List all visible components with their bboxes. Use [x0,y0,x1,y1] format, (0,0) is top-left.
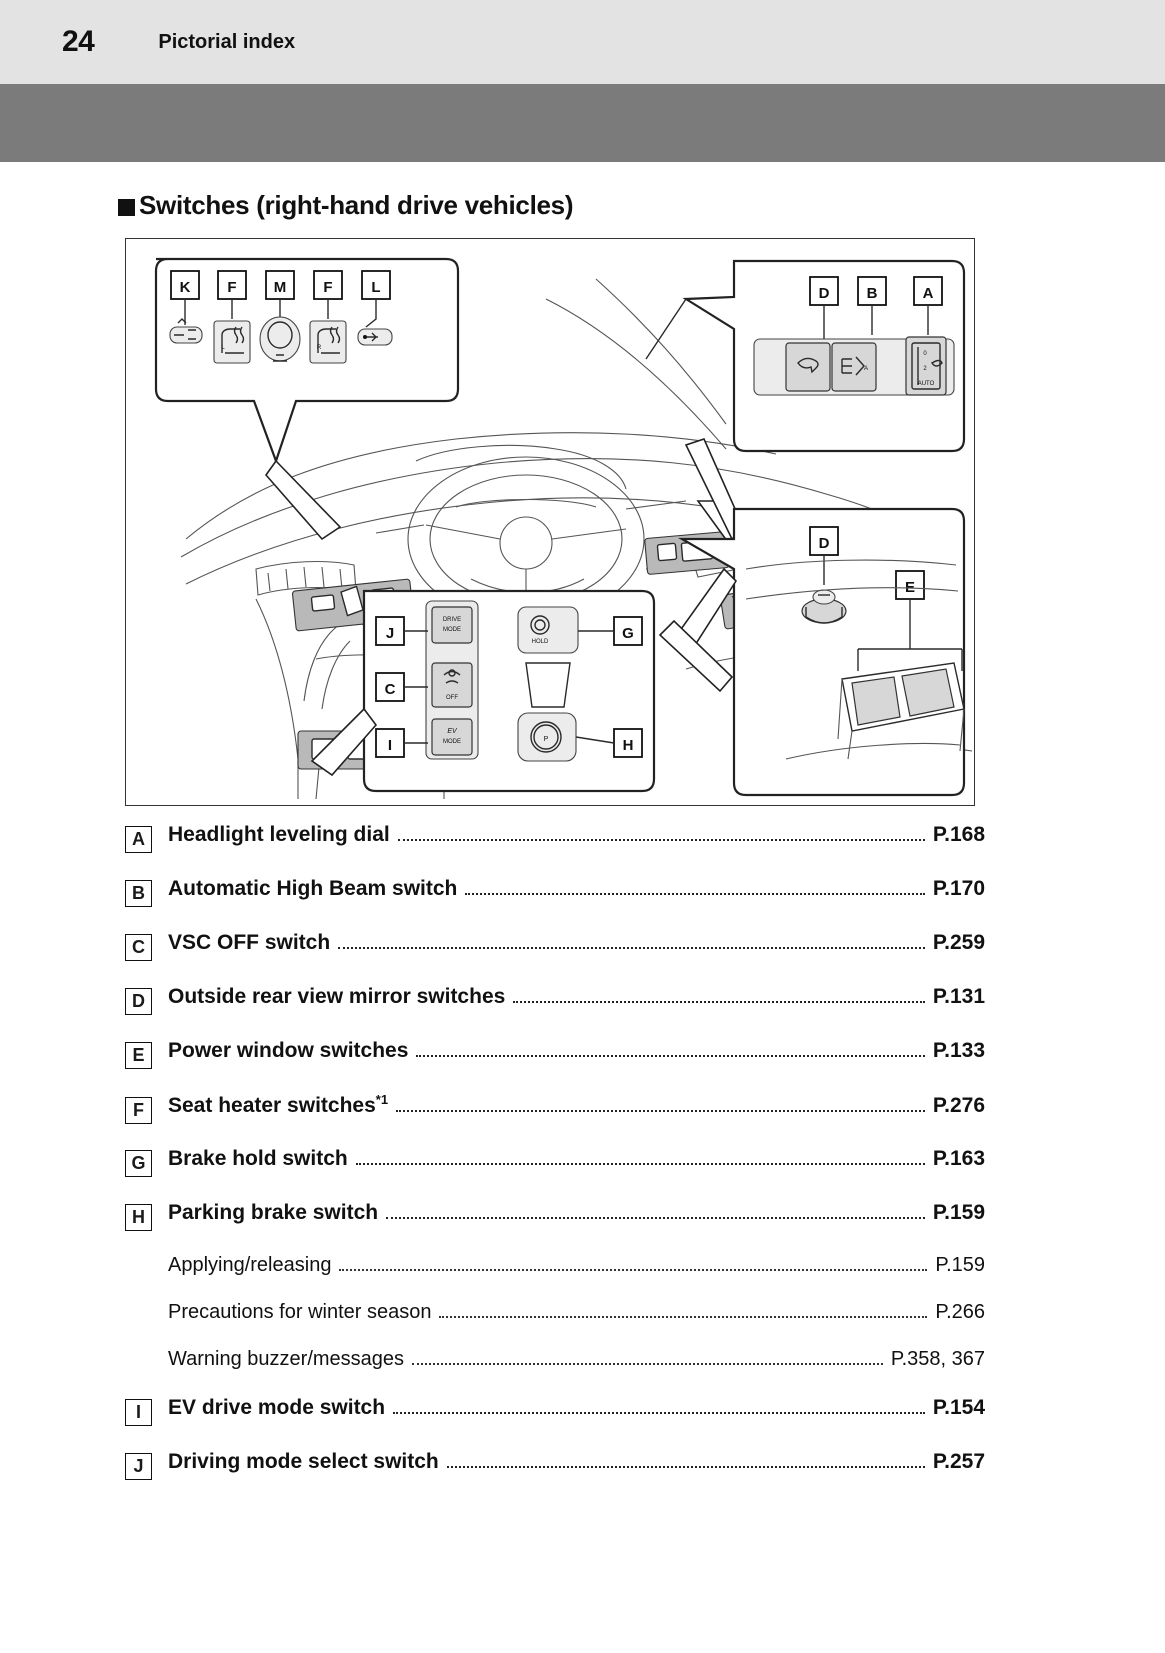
index-label: Precautions for winter season [168,1301,432,1323]
index-page[interactable]: P.159 [932,1201,985,1224]
svg-text:I: I [387,737,393,754]
index-page[interactable]: P.257 [932,1450,985,1473]
index-page[interactable]: P.154 [932,1396,985,1419]
dot-leader [513,1001,925,1003]
index-tag: C [125,934,152,961]
index-page[interactable]: P.163 [932,1147,985,1170]
section-title: Switches (right-hand drive vehicles) [139,190,574,220]
svg-text:F: F [323,279,333,296]
svg-text:DRIVE: DRIVE [442,617,462,623]
index-label: Warning buzzer/messages [168,1348,405,1370]
index-label: Outside rear view mirror switches [168,985,506,1008]
index-subentry-winter-precautions[interactable] [125,1301,985,1348]
index-entry-f[interactable] [125,1092,985,1146]
svg-text:A: A [863,366,869,372]
svg-text:D: D [818,285,830,302]
svg-text:0: 0 [923,351,927,357]
index-page[interactable]: P.131 [932,985,985,1008]
svg-text:E: E [904,579,916,596]
index-page[interactable]: P.266 [935,1301,985,1323]
svg-text:MODE: MODE [443,627,461,633]
index-entry-h[interactable] [125,1200,985,1254]
page-header [0,0,1165,84]
svg-text:G: G [622,625,634,642]
footnote-marker: *1 [375,1092,389,1107]
dot-leader [412,1363,883,1365]
index-entry-d[interactable] [125,984,985,1038]
svg-text:L: L [371,279,381,296]
svg-text:HOLD: HOLD [531,639,549,645]
index-page[interactable]: P.168 [932,823,985,846]
dot-leader [447,1466,925,1468]
page-number: 24 [62,25,95,58]
index-page[interactable]: P.276 [932,1094,985,1117]
dot-leader [393,1412,925,1414]
index-tag: I [125,1399,152,1426]
index-label: Parking brake switch [168,1201,379,1224]
index-label: Seat heater switches$^{*1}$ [168,1092,389,1117]
index-tag: D [125,988,152,1015]
index-tag: E [125,1042,152,1069]
page-title: Pictorial index [158,30,296,53]
callout-group-top-left [156,259,458,461]
illustration-panel [125,238,975,806]
index-label: Brake hold switch [168,1147,348,1170]
index-label: Automatic High Beam switch [168,877,458,900]
index-subentry-applying-releasing[interactable] [125,1254,985,1301]
svg-text:L: L [221,345,225,351]
section-heading [118,190,1165,221]
svg-text:D: D [818,535,830,552]
index-tag: B [125,880,152,907]
index-tag: H [125,1204,152,1231]
index-label: Applying/releasing [168,1254,332,1276]
index-tag: J [125,1453,152,1480]
index-entry-b[interactable] [125,876,985,930]
index-label: VSC OFF switch [168,931,331,954]
bullet-square-icon [118,199,135,216]
index-entry-i[interactable] [125,1395,985,1449]
index-label: Power window switches [168,1039,409,1062]
svg-text:OFF: OFF [446,695,458,701]
svg-text:MODE: MODE [443,739,461,745]
svg-text:F: F [227,279,237,296]
callout-group-center [364,591,654,791]
svg-text:J: J [385,625,395,642]
dot-leader [465,893,924,895]
index-entry-c[interactable] [125,930,985,984]
pictorial-index-list [125,822,985,1503]
svg-text:B: B [866,285,878,302]
header-band [0,84,1165,162]
index-subentry-warning-buzzer[interactable] [125,1348,985,1395]
dot-leader [339,1269,927,1271]
index-tag: G [125,1150,152,1177]
callout-group-right [682,509,964,795]
index-label: Driving mode select switch [168,1450,439,1473]
svg-text:P: P [543,736,549,743]
index-entry-e[interactable] [125,1038,985,1092]
index-entry-g[interactable] [125,1146,985,1200]
index-page[interactable]: P.170 [932,877,985,900]
callout-group-top-right [646,261,964,451]
svg-text:A: A [922,285,934,302]
index-entry-j[interactable] [125,1449,985,1503]
index-page[interactable]: P.259 [932,931,985,954]
svg-text:M: M [273,279,287,296]
svg-text:AUTO: AUTO [917,381,935,387]
index-entry-a[interactable] [125,822,985,876]
dot-leader [439,1316,927,1318]
svg-text:K: K [179,279,191,296]
svg-text:C: C [384,681,396,698]
dot-leader [416,1055,924,1057]
index-page[interactable]: P.159 [935,1254,985,1276]
dot-leader [396,1110,925,1112]
index-label: Headlight leveling dial [168,823,390,846]
dot-leader [398,839,925,841]
index-label: EV drive mode switch [168,1396,386,1419]
index-tag: F [125,1097,152,1124]
index-tag: A [125,826,152,853]
svg-text:2: 2 [923,366,927,372]
dot-leader [386,1217,925,1219]
svg-text:EV: EV [447,728,457,735]
svg-text:H: H [622,737,634,754]
dot-leader [338,947,925,949]
dot-leader [356,1163,925,1165]
svg-text:R: R [316,345,322,351]
index-page[interactable]: P.133 [932,1039,985,1062]
index-page[interactable]: P.358, 367 [890,1348,985,1370]
